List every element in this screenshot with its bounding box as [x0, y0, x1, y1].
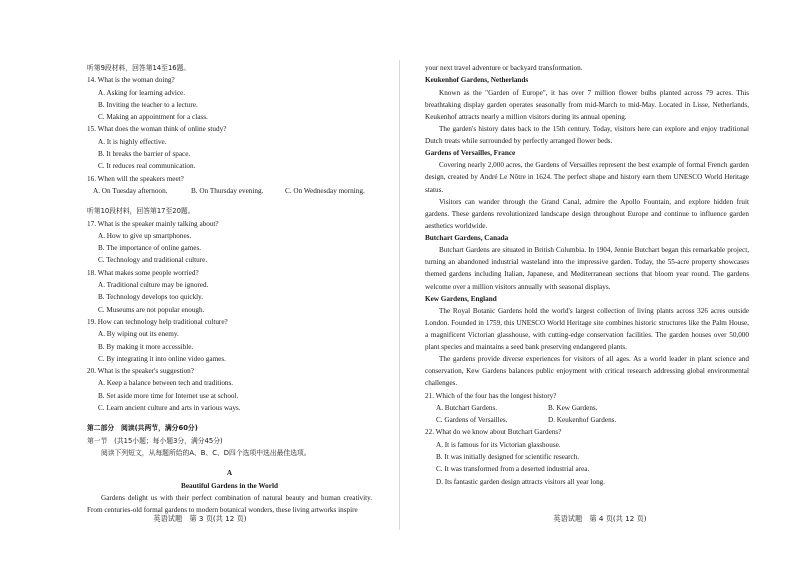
- question-16-option-c: C. On Wednesday morning.: [285, 186, 365, 195]
- question-21-options-row-2: [425, 414, 749, 426]
- page-3-footer: 英语试题 第 3 页(共 12 页): [153, 514, 247, 523]
- question-18-option-c: C. Museums are not popular enough.: [98, 305, 205, 314]
- left-column: [87, 62, 372, 516]
- question-22-option-a: A. It is famous for its Victorian glasshouse.: [436, 440, 561, 449]
- kew-paragraph-2: The gardens provide diverse experiences for visitors of all ages. As a world leader in plant science and conservation, Kew Gardens balances public enjoyment with critical research addressing global environmental challenges.: [425, 355, 749, 388]
- question-22-option-d: D. Its fantastic garden design attracts visitors all year long.: [436, 477, 606, 486]
- question-14-option-c: C. Making an appointment for a class.: [98, 113, 208, 122]
- question-14-option-a: A. Asking for learning advice.: [98, 88, 186, 97]
- question-16-option-b: B. On Thursday evening.: [191, 186, 264, 195]
- kew-paragraph-1: The Royal Botanic Gardens hold the world's largest collection of living plants across 326 acres outside London. Founded in 1759, this UNESCO World Heritage site combines historic structures like the Palm House, a magnificent Victorian glasshouse, with cutting-edge conservation facilities. The garden houses over 50,000 plant species and maintains a seed bank preserving endangered plants.: [425, 306, 749, 352]
- question-22-option-c: C. It was transformed from a deserted industrial area.: [436, 465, 590, 474]
- question-17-option-a: A. How to give up smartphones.: [98, 231, 192, 240]
- question-15-option-c: C. It reduces real communication.: [98, 162, 196, 171]
- question-15-stem: 15. What does the woman think of online study?: [87, 125, 227, 134]
- question-21-stem: 21. Which of the four has the longest history?: [425, 391, 557, 400]
- question-15-option-a: A. It is highly effective.: [98, 137, 167, 146]
- versailles-paragraph-2: Visitors can wander through the Grand Canal, admire the Apollo Fountain, and explore hidden fruit gardens. These gardens revolutionized landscape design throughout Europe and continue to influence garden aesthetics worldwide.: [425, 197, 749, 230]
- listening-section-10-intro: 听第10段材料，回答第17至20题。: [87, 207, 195, 216]
- question-19-stem: 19. How can technology help traditional culture?: [87, 317, 228, 326]
- question-21-option-d: D. Keukenhof Gardens.: [548, 416, 617, 425]
- passage-title: Beautiful Gardens in the World: [181, 481, 278, 490]
- question-21-options-row-1: [425, 402, 749, 414]
- question-21-option-b: B. Kew Gardens.: [548, 403, 598, 412]
- question-21-option-c: C. Gardens of Versailles.: [436, 416, 508, 425]
- butchart-heading: Butchart Gardens, Canada: [425, 233, 509, 242]
- question-22-option-b: B. It was initially designed for scientific research.: [436, 453, 580, 462]
- question-17-option-c: C. Technology and traditional culture.: [98, 256, 208, 265]
- part-2-heading: 第二部分 阅读(共两节，满分60分): [87, 424, 198, 433]
- keukenhof-paragraph-1: Known as the "Garden of Europe", it has over 7 million flower bulbs planted across 79 acres. This breathtaking display garden operates seasonally from mid-March to mid-May. Located in Lisse, Netherlands, Keukenhof attracts nearly a million visitors during its annual opening.: [425, 88, 749, 121]
- question-18-option-b: B. Technology develops too quickly.: [98, 293, 204, 302]
- question-14-stem: 14. What is the woman doing?: [87, 76, 175, 85]
- question-18-option-a: A. Traditional culture may be ignored.: [98, 281, 209, 290]
- keukenhof-paragraph-2: The garden's history dates back to the 15th century. Today, visitors here can explore and enjoy traditional Dutch treats while surrounded by perfectly arranged flower beds.: [425, 124, 749, 145]
- right-column: [425, 62, 749, 488]
- question-20-option-a: A. Keep a balance between tech and traditions.: [98, 379, 234, 388]
- question-19-option-b: B. By making it more accessible.: [98, 342, 194, 351]
- passage-continuation: your next travel adventure or backyard transformation.: [425, 64, 583, 72]
- question-20-option-c: C. Learn ancient culture and arts in various ways.: [98, 404, 241, 413]
- question-16-option-a: A. On Tuesday afternoon.: [93, 186, 168, 195]
- question-16-stem: 16. When will the speakers meet?: [87, 174, 184, 183]
- section-1-heading: 第一节 (共15小题；每小题3分，满分45分): [87, 436, 223, 445]
- question-15-option-b: B. It breaks the barrier of space.: [98, 150, 191, 159]
- question-20-stem: 20. What is the speaker's suggestion?: [87, 367, 194, 376]
- question-18-stem: 18. What makes some people worried?: [87, 268, 199, 277]
- butchart-paragraph-1: Butchart Gardens are situated in British Columbia. In 1904, Jennie Butchart began this remarkable project, turning an abandoned industrial wasteland into the impressive garden. Today, the 55-acre property showcases themed gardens including Italian, Japanese, and Mediterranean sections that bloom year round. The gardens welcome over a million visitors annually with seasonal displays.: [425, 246, 749, 291]
- question-20-option-b: B. Set aside more time for Internet use at school.: [98, 391, 239, 400]
- kew-heading: Kew Gardens, England: [425, 294, 497, 303]
- question-16-options: [87, 185, 372, 197]
- passage-letter: A: [226, 469, 233, 478]
- question-17-option-b: B. The importance of online games.: [98, 244, 202, 253]
- question-21-option-a: A. Butchart Gardens.: [436, 403, 498, 412]
- passage-intro: Gardens delight us with their perfect combination of natural beauty and human creativity. From centuries-old formal gardens to modern botanical wonders, these living artworks inspire: [87, 493, 372, 514]
- listening-section-9-intro: 听第9段材料，回答第14至16题。: [87, 64, 191, 72]
- question-19-option-c: C. By integrating it into online video games.: [98, 354, 226, 363]
- page-4-footer: 英语试题 第 4 页(共 12 页): [553, 514, 647, 523]
- versailles-paragraph-1: Covering nearly 2,000 acres, the Gardens of Versailles represent the best example of formal French garden design, created by André Le Nôtre in 1624. The perfect shape and history earn them UNESCO World Heritage status.: [425, 161, 749, 194]
- question-17-stem: 17. What is the speaker mainly talking about?: [87, 219, 219, 228]
- question-19-option-a: A. By wiping out its enemy.: [98, 330, 179, 339]
- reading-instructions: 阅读下列短文，从每题所给的A、B、C、D四个选项中选出最佳选项。: [101, 448, 311, 457]
- versailles-heading: Gardens of Versailles, France: [425, 149, 516, 158]
- question-14-option-b: B. Inviting the teacher to a lecture.: [98, 100, 198, 109]
- keukenhof-heading: Keukenhof Gardens, Netherlands: [425, 76, 529, 85]
- question-22-stem: 22. What do we know about Butchart Gardens?: [425, 428, 562, 437]
